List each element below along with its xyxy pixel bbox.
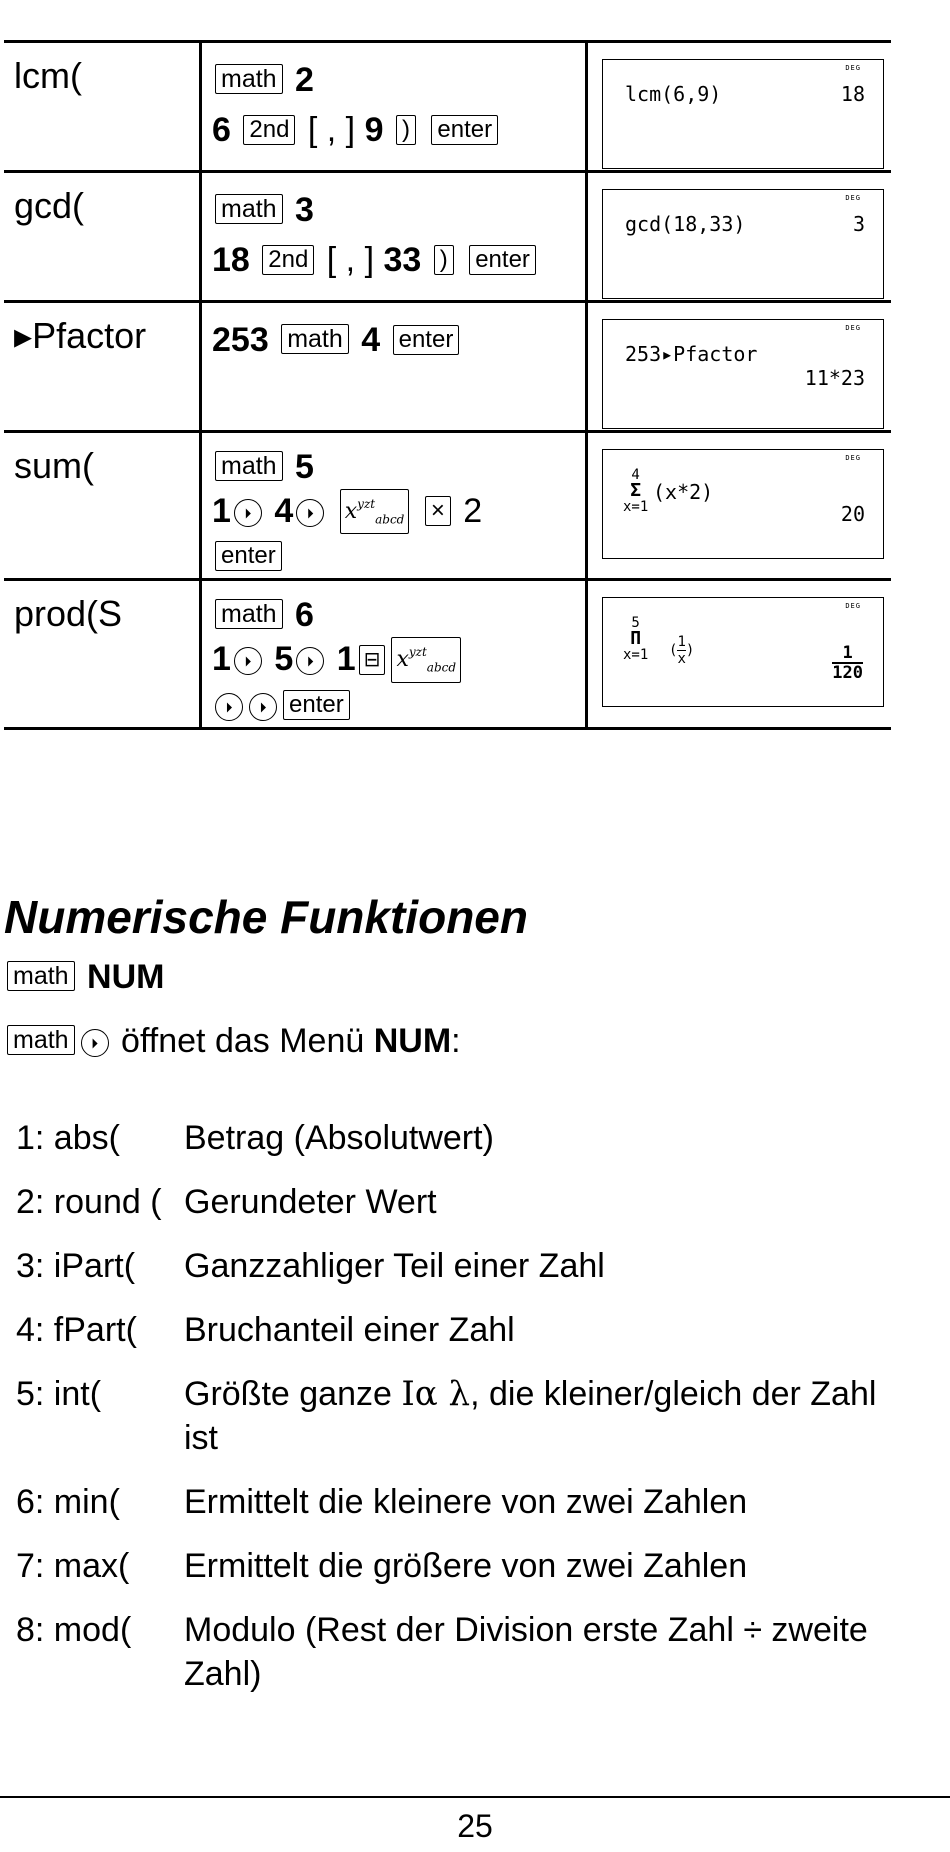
- enter-key: enter: [393, 325, 460, 355]
- right-arrow-icon: ⏵: [81, 1029, 109, 1057]
- menu-description: Ganzzahliger Teil einer Zahl: [184, 1247, 605, 1285]
- menu-description: Modulo (Rest der Division erste Zahl ÷ zweite Zahl): [184, 1611, 868, 1693]
- screen-expression: ( $\frac{1}{x}$ ): [669, 634, 695, 668]
- function-name: lcm(: [14, 55, 82, 96]
- screen-result: 18: [840, 82, 865, 106]
- calculator-screen: [602, 449, 884, 559]
- footer-divider: [0, 1796, 950, 1798]
- variable-key: $x^{yzt}_{abcd}$: [391, 637, 461, 682]
- key-number: 4: [361, 321, 381, 359]
- math-key: math: [215, 451, 283, 481]
- table-row: [4, 580, 891, 728]
- key-number: 253: [212, 321, 269, 359]
- list-item: [16, 1308, 906, 1352]
- rparen-key: ): [396, 115, 416, 145]
- menu-heading: [4, 958, 164, 997]
- key-number: 5: [295, 448, 314, 486]
- second-key: 2nd: [243, 115, 295, 145]
- math-key: math: [281, 324, 349, 354]
- right-arrow-icon: ⏵: [234, 499, 262, 527]
- product-symbol: 5 Π x=1: [623, 615, 649, 664]
- menu-label: 4: fPart(: [16, 1311, 137, 1349]
- table-row: [4, 432, 891, 580]
- keystrokes: [202, 433, 585, 578]
- status-indicator: DEG: [845, 324, 861, 332]
- table-row: [4, 302, 891, 432]
- menu-label: 2: round (: [16, 1183, 162, 1221]
- num-menu-list: [16, 1116, 906, 1716]
- intro-body: öffnet das Menü: [121, 1022, 365, 1060]
- fraction-key-icon: ⊟: [359, 645, 386, 675]
- menu-label: 8: mod(: [16, 1611, 132, 1649]
- menu-description: Bruchanteil einer Zahl: [184, 1311, 515, 1349]
- screen-result: 20: [840, 502, 865, 526]
- key-number: 2: [295, 61, 314, 99]
- section-title: Numerische Funktionen: [4, 891, 528, 943]
- enter-key: enter: [283, 690, 350, 720]
- status-indicator: DEG: [845, 64, 861, 72]
- menu-label: 1: abs(: [16, 1119, 120, 1157]
- screen-result: 11*23: [804, 366, 865, 390]
- screen-result: 1 120: [832, 643, 863, 684]
- list-item: [16, 1480, 906, 1524]
- menu-label: 3: iPart(: [16, 1247, 136, 1285]
- keystrokes: [202, 173, 585, 285]
- menu-description: Ermittelt die größere von zwei Zahlen: [184, 1547, 748, 1585]
- key-number: 18: [212, 241, 250, 279]
- table-row: [4, 42, 891, 172]
- times-key: ×: [425, 496, 451, 526]
- menu-label: 6: min(: [16, 1483, 120, 1521]
- second-key: 2nd: [262, 245, 314, 275]
- summation-symbol: 4 Σ x=1: [623, 467, 649, 515]
- math-key: math: [215, 599, 283, 629]
- keystrokes: [202, 581, 585, 726]
- status-indicator: DEG: [845, 602, 861, 611]
- menu-description: Größte ganze Iα λ, die kleiner/gleich der Zahl ist: [184, 1374, 877, 1457]
- screen-expression: (x*2): [653, 480, 714, 504]
- function-name: prod(S: [14, 593, 123, 635]
- list-item: [16, 1116, 906, 1160]
- math-key: math: [215, 64, 283, 94]
- enter-key: enter: [215, 541, 282, 571]
- status-indicator: DEG: [845, 454, 861, 462]
- menu-label: 7: max(: [16, 1547, 130, 1585]
- right-arrow-icon: ⏵: [296, 499, 324, 527]
- list-item: [16, 1372, 906, 1460]
- enter-key: enter: [431, 115, 498, 145]
- keystrokes: [202, 303, 585, 365]
- key-number: 1: [212, 492, 231, 530]
- calculator-screen: [602, 319, 884, 429]
- list-item: [16, 1244, 906, 1288]
- comma-key: [ , ]: [307, 111, 356, 149]
- list-item: [16, 1180, 906, 1224]
- keystrokes: [202, 43, 585, 155]
- status-indicator: DEG: [845, 194, 861, 202]
- variable-key: $x^{yzt}_{abcd}$: [340, 489, 410, 534]
- calculator-screen: [602, 59, 884, 169]
- key-number: 1: [336, 640, 356, 679]
- menu-description: Ermittelt die kleinere von zwei Zahlen: [184, 1483, 748, 1521]
- screen-expression: lcm(6,9): [625, 82, 722, 106]
- rparen-key: ): [434, 245, 454, 275]
- right-arrow-icon: ⏵: [215, 693, 243, 721]
- calculator-screen: [602, 189, 884, 299]
- intro-text: [4, 1022, 461, 1061]
- key-number: 5: [274, 640, 294, 679]
- screen-expression: 253▸Pfactor: [625, 342, 758, 366]
- comma-key: [ , ]: [326, 241, 375, 279]
- right-arrow-icon: ⏵: [296, 647, 324, 675]
- menu-description: Betrag (Absolutwert): [184, 1119, 494, 1157]
- right-arrow-icon: ⏵: [234, 647, 262, 675]
- math-key: math: [7, 1025, 75, 1055]
- calculator-screen: [602, 597, 884, 707]
- function-name: sum(: [14, 445, 94, 486]
- list-item: [16, 1544, 906, 1588]
- menu-name: NUM: [87, 958, 165, 996]
- key-number: 6: [295, 596, 314, 635]
- function-table: [4, 40, 891, 730]
- table-row: [4, 172, 891, 302]
- function-name: ▸Pfactor: [14, 315, 147, 356]
- screen-expression: gcd(18,33): [625, 212, 746, 236]
- key-number: 6: [212, 111, 231, 149]
- math-key: math: [215, 194, 283, 224]
- screen-result: 3: [852, 212, 865, 236]
- right-arrow-icon: ⏵: [249, 693, 277, 721]
- intro-colon: :: [451, 1022, 461, 1060]
- enter-key: enter: [469, 245, 536, 275]
- key-number: 1: [212, 640, 231, 679]
- key-number: 3: [295, 191, 314, 229]
- intro-menu-name: NUM: [373, 1022, 452, 1060]
- key-number: 2: [463, 492, 483, 530]
- menu-label: 5: int(: [16, 1375, 102, 1413]
- list-item: [16, 1608, 906, 1696]
- math-key: math: [7, 961, 75, 991]
- function-name: gcd(: [14, 185, 85, 226]
- page-number: 25: [457, 1808, 493, 1844]
- key-number: 33: [383, 241, 422, 279]
- key-number: 4: [274, 492, 294, 530]
- key-number: 9: [364, 111, 384, 149]
- menu-description: Gerundeter Wert: [184, 1183, 437, 1221]
